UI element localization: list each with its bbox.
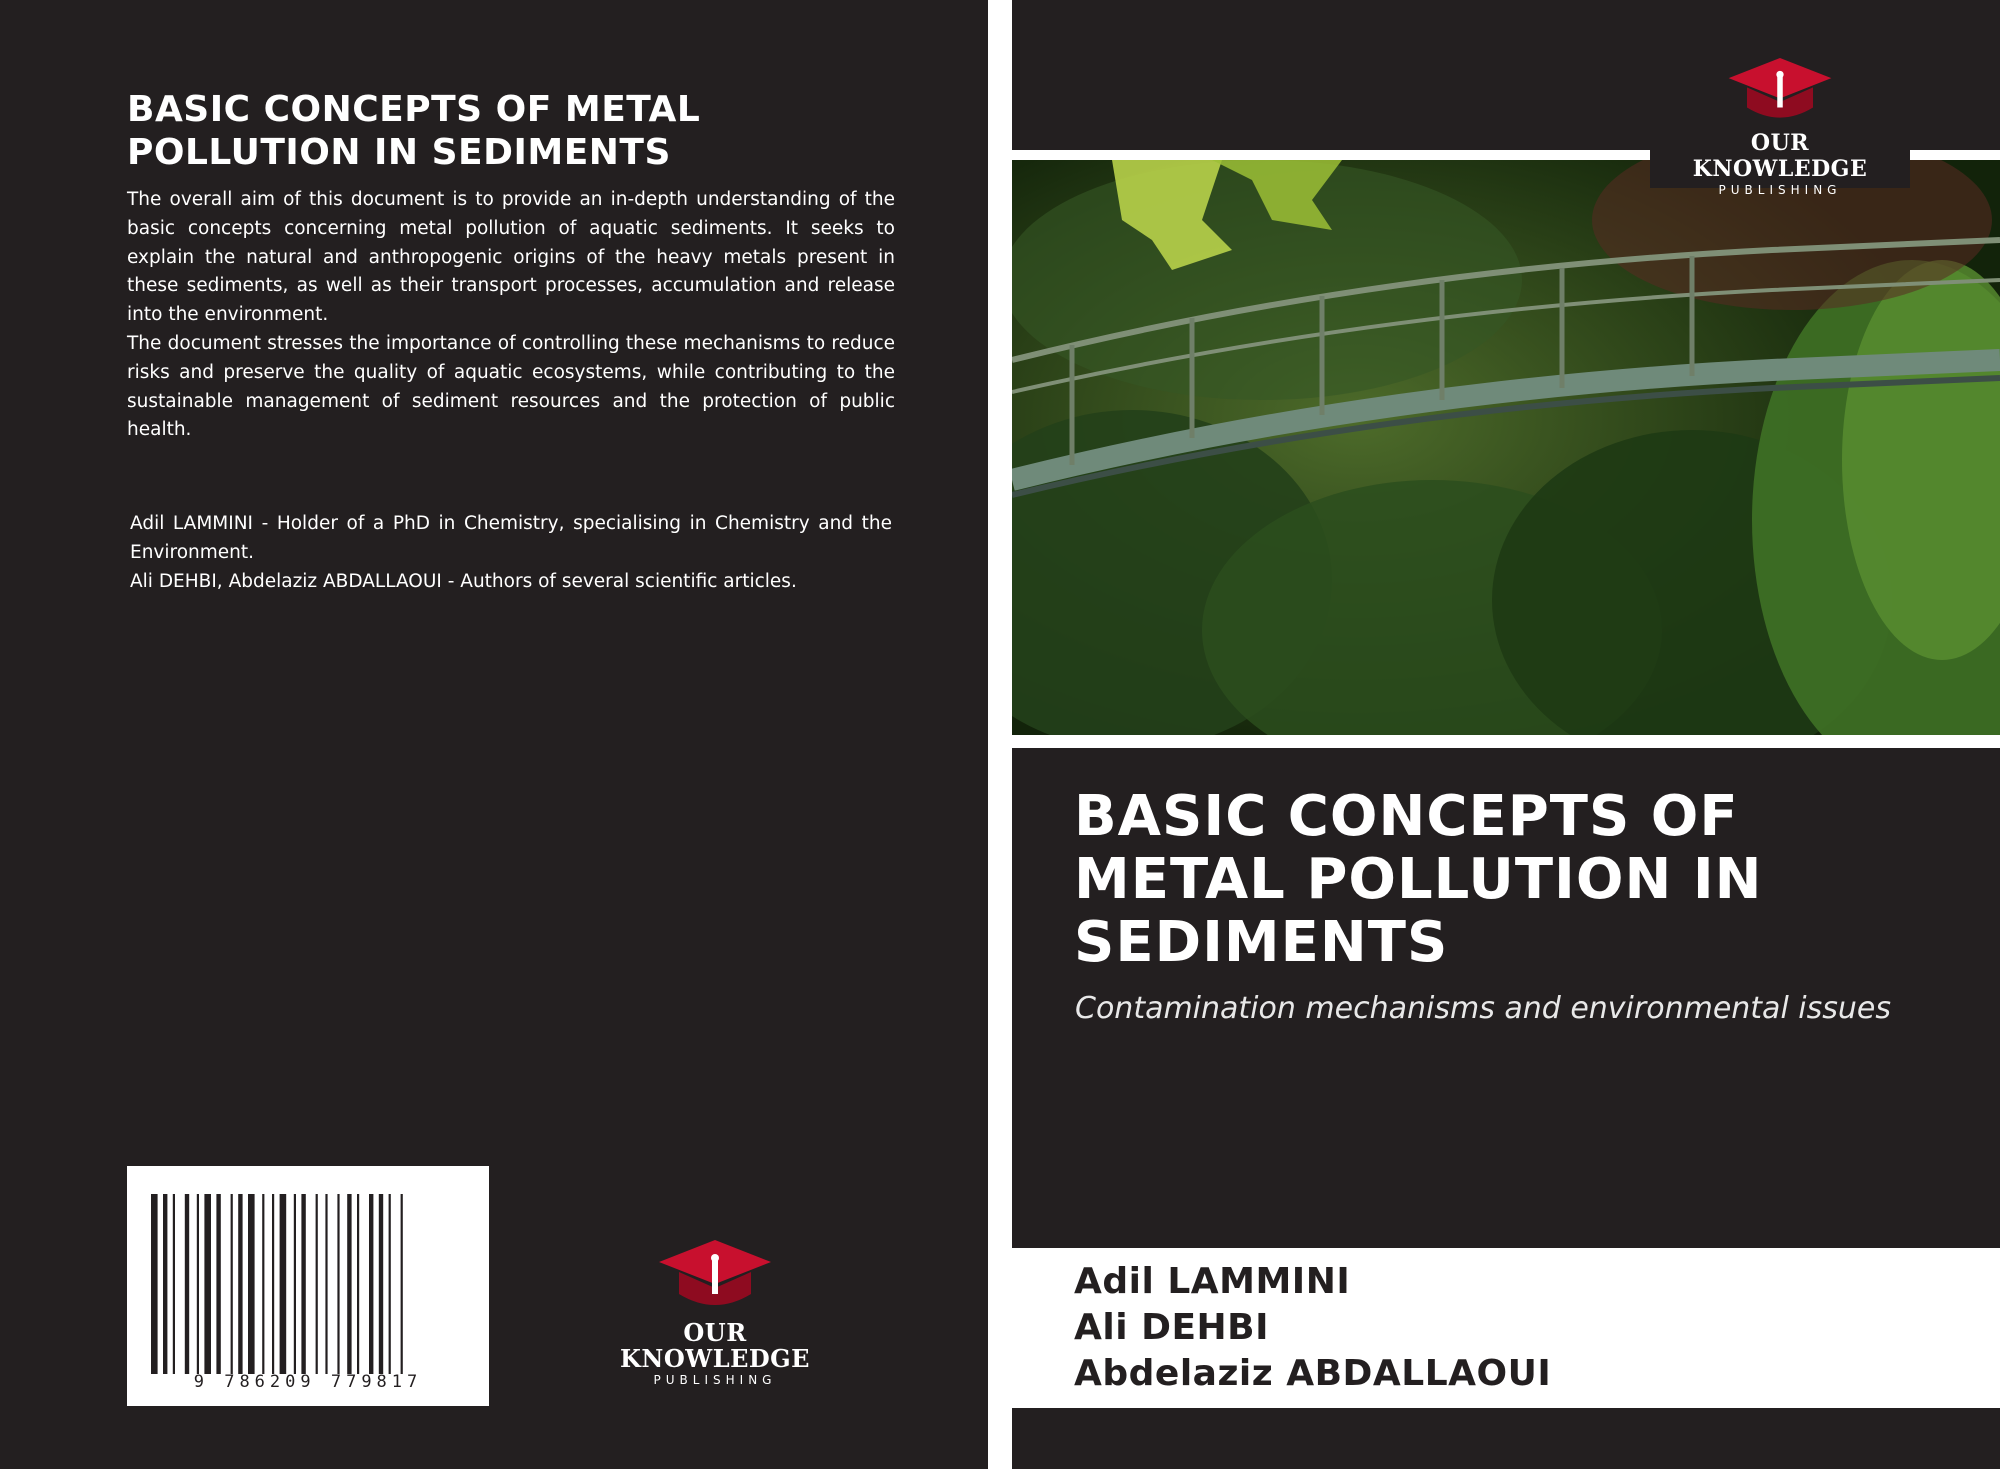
back-cover-description	[127, 186, 895, 445]
description-paragraph: The document stresses the importance of controlling these mechanisms to reduce risks and preserve the quality of aquatic ecosystems, while contributing to the sustainable management of sediment resources and the protection of public health.	[127, 332, 895, 441]
barcode-digits: 9 786209 779817	[193, 1372, 423, 1392]
barcode-bar	[185, 1194, 189, 1374]
publisher-logo-back	[590, 1236, 840, 1388]
barcode-bar	[337, 1194, 339, 1374]
barcode-bar	[204, 1194, 211, 1374]
barcode-bars	[127, 1166, 489, 1406]
barcode-bar	[316, 1194, 318, 1374]
author-name: Ali DEHBI	[1074, 1307, 1270, 1348]
barcode-bar	[151, 1194, 158, 1374]
graduation-cap-icon	[655, 1236, 775, 1316]
isbn-barcode	[127, 1166, 489, 1406]
barcode-bar	[401, 1194, 403, 1374]
bio-line: Ali DEHBI, Abdelaziz ABDALLAOUI - Authors of several scientific articles.	[130, 570, 797, 592]
barcode-bar	[197, 1194, 199, 1374]
barcode-bar	[216, 1194, 220, 1374]
graduation-cap-icon	[1725, 54, 1835, 128]
publisher-name: OUR KNOWLEDGE	[1692, 130, 1868, 182]
barcode-bar	[280, 1194, 287, 1374]
author-bio	[130, 510, 892, 596]
barcode-bar	[173, 1194, 175, 1374]
author-name: Abdelaziz ABDALLAOUI	[1074, 1353, 1552, 1394]
barcode-bar	[248, 1194, 255, 1374]
barcode-bar	[262, 1194, 264, 1374]
front-cover-title: BASIC CONCEPTS OF METAL POLLUTION IN SEDIMENTS	[1074, 784, 1763, 975]
publisher-sub: PUBLISHING	[653, 1373, 777, 1387]
barcode-bar	[379, 1194, 383, 1374]
barcode-bar	[357, 1194, 359, 1374]
barcode-bar	[301, 1194, 305, 1374]
barcode-bar	[294, 1194, 296, 1374]
forest-bridge-image	[1012, 160, 2000, 735]
front-bottom-band	[1012, 1408, 2000, 1469]
publisher-logo-front	[1660, 54, 1900, 198]
barcode-bar	[272, 1194, 274, 1374]
publisher-sub: PUBLISHING	[1718, 183, 1842, 197]
barcode-bar	[325, 1194, 327, 1374]
spine-gap	[988, 0, 1012, 1469]
barcode-bar	[163, 1194, 167, 1374]
barcode-bar	[231, 1194, 233, 1374]
barcode-bar	[238, 1194, 242, 1374]
description-paragraph: The overall aim of this document is to provide an in-depth understanding of the basic concepts concerning metal pollution of aquatic sediments. It seeks to explain the natural and anthropogenic origins of the heavy metals present in these sediments, as well as their transport processes, accumulation and release into the environment.	[127, 189, 895, 326]
author-name: Adil LAMMINI	[1074, 1261, 1351, 1302]
publisher-name: OUR KNOWLEDGE	[620, 1318, 810, 1373]
front-cover-subtitle: Contamination mechanisms and environmental issues	[1075, 991, 1892, 1026]
barcode-bar	[389, 1194, 391, 1374]
barcode-bar	[369, 1194, 373, 1374]
cover-photo-forest-bridge	[1012, 160, 2000, 735]
back-cover-title: BASIC CONCEPTS OF METAL POLLUTION IN SEDIMENTS	[127, 89, 701, 173]
bio-line: Adil LAMMINI - Holder of a PhD in Chemistry, specialising in Chemistry and the Environment.	[130, 513, 892, 563]
barcode-bar	[347, 1194, 351, 1374]
